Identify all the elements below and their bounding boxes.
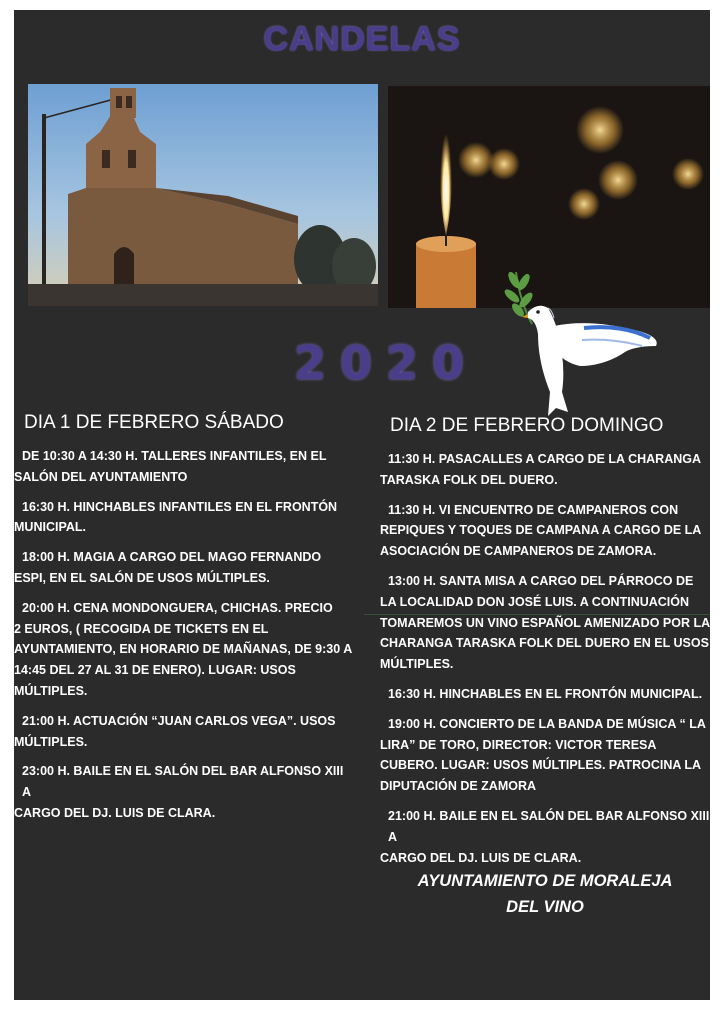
list-item	[14, 711, 354, 753]
day2-column	[380, 415, 710, 877]
signature	[380, 868, 710, 920]
list-item	[14, 446, 354, 488]
year: 2020	[294, 336, 479, 390]
signature-line: DEL VINO	[506, 898, 584, 916]
event-detail: CARGO DEL DJ. LUIS DE CLARA.	[14, 805, 216, 820]
list-item	[14, 598, 354, 702]
event-time-line: 16:30 H. HINCHABLES INFANTILES EN EL FRONTÓN	[22, 499, 338, 514]
list-item	[14, 547, 354, 589]
event-detail: REPIQUES Y TOQUES DE CAMPANA A CARGO DE LA ASOCIACIÓN DE CAMPANEROS DE ZAMORA.	[380, 523, 701, 559]
church-photo	[28, 84, 378, 306]
event-detail: MÚLTIPLES.	[14, 734, 88, 749]
event-time-line: 16:30 H. HINCHABLES EN EL FRONTÓN MUNICIPAL.	[388, 686, 703, 701]
list-item	[14, 497, 354, 539]
day2-heading: DIA 2 DE FEBRERO DOMINGO	[390, 415, 664, 436]
signature-line: AYUNTAMIENTO DE MORALEJA	[417, 872, 673, 890]
list-item	[380, 500, 710, 562]
poster	[14, 10, 710, 1000]
list-item	[380, 571, 710, 675]
day1-column	[14, 412, 354, 833]
event-detail: ESPI, EN EL SALÓN DE USOS MÚLTIPLES.	[14, 570, 270, 585]
event-time-line: 21:00 H. BAILE EN EL SALÓN DEL BAR ALFONSO XIII A	[388, 808, 710, 844]
list-item	[380, 806, 710, 868]
event-time-line: 20:00 H. CENA MONDONGUERA, CHICHAS. PRECIO	[22, 600, 333, 615]
event-time-line: DE 10:30 A 14:30 H. TALLERES INFANTILES, EN EL	[22, 449, 327, 463]
event-detail: LIRA” DE TORO, DIRECTOR: VICTOR TERESA CUBERO. LUGAR: USOS MÚLTIPLES. PATROCINA LA DIPUTACIÓN DE ZAMORA	[380, 737, 701, 794]
day1-events	[14, 446, 354, 824]
day2-events	[380, 449, 710, 868]
event-detail: MUNICIPAL.	[14, 520, 86, 535]
event-time-line: 11:30 H. VI ENCUENTRO DE CAMPANEROS CON	[388, 502, 679, 517]
event-detail: CARGO DEL DJ. LUIS DE CLARA.	[380, 850, 582, 865]
event-detail: TARASKA FOLK DEL DUERO.	[380, 472, 558, 487]
list-item	[380, 684, 710, 705]
list-item	[380, 449, 710, 491]
poster-title: CANDELAS	[263, 20, 461, 58]
event-time-line: 11:30 H. PASACALLES A CARGO DE LA CHARANGA	[388, 452, 701, 466]
event-time-line: 21:00 H. ACTUACIÓN “JUAN CARLOS VEGA”. USOS	[22, 713, 336, 728]
list-item	[14, 761, 354, 823]
event-detail: SALÓN DEL AYUNTAMIENTO	[14, 469, 188, 484]
event-time-line: 23:00 H. BAILE EN EL SALÓN DEL BAR ALFONSO XIII A	[22, 764, 344, 800]
event-time-line: 18:00 H. MAGIA A CARGO DEL MAGO FERNANDO	[22, 550, 322, 565]
dove-icon	[492, 262, 662, 422]
day1-heading: DIA 1 DE FEBRERO SÁBADO	[24, 412, 284, 433]
event-time-line: 19:00 H. CONCIERTO DE LA BANDA DE MÚSICA “ LA	[388, 716, 706, 731]
event-time-line: 13:00 H. SANTA MISA A CARGO DEL PÁRROCO DE	[388, 573, 694, 588]
list-item	[380, 714, 710, 797]
event-detail: 2 EUROS, ( RECOGIDA DE TICKETS EN EL AYUNTAMIENTO, EN HORARIO DE MAÑANAS, DE 9:30 A 14:45 DEL 27 AL 31 DE ENERO). LUGAR: USOS MÚLTIPLES.	[14, 621, 352, 698]
event-detail: LA LOCALIDAD DON JOSÉ LUIS. A CONTINUACIÓN TOMAREMOS UN VINO ESPAÑOL AMENIZADO POR LA CHARANGA TARASKA FOLK DEL DUERO EN EL USOS MÚLTIPLES.	[380, 594, 710, 672]
